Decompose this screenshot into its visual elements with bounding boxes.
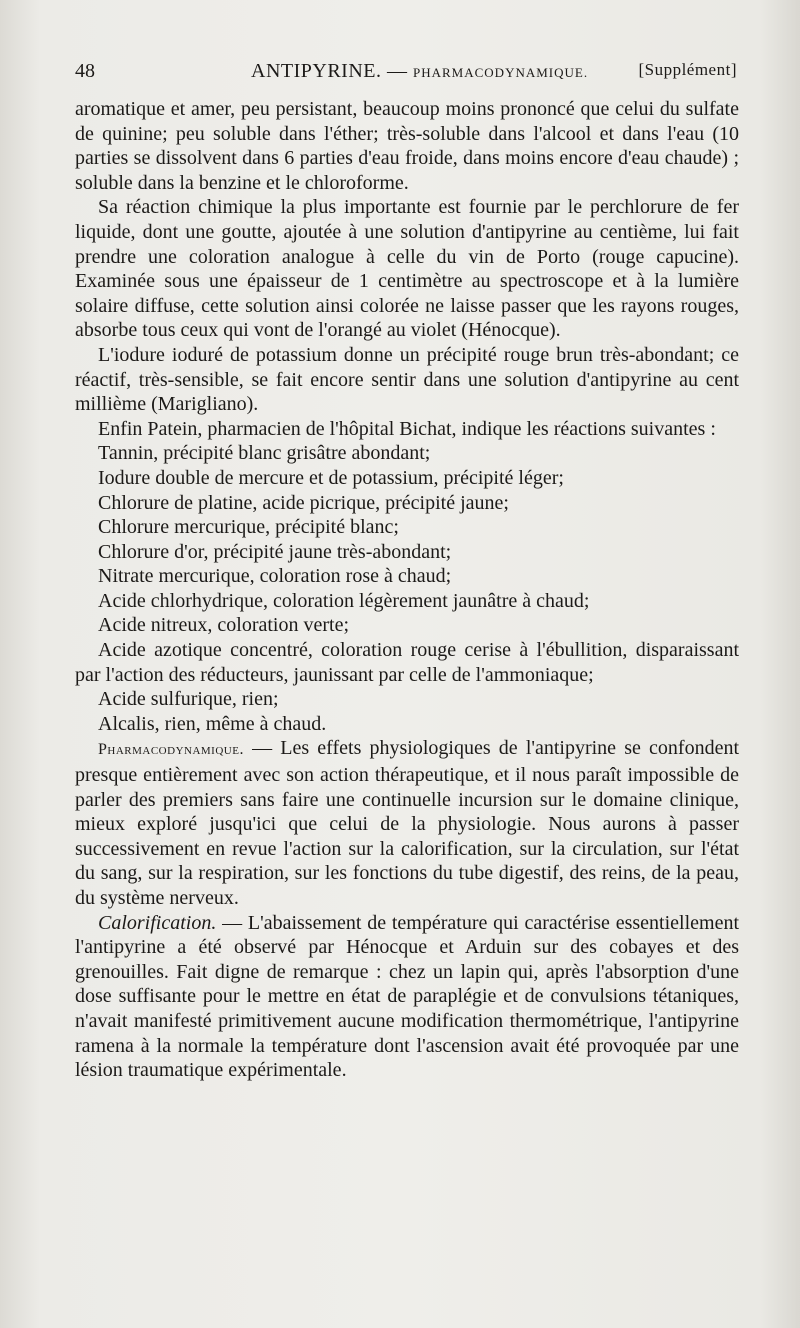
- reaction-item: Iodure double de mercure et de potassium, précipité léger;: [98, 466, 564, 489]
- reaction-item: Acide azotique concentré, coloration rouge cerise à l'ébullition, disparaissant par l'action des réducteurs, jaunissant par celle de l'ammoniaque;: [75, 639, 739, 686]
- calorification-paragraph: [75, 911, 739, 1083]
- page-number: 48: [75, 60, 95, 82]
- reaction-item: Tannin, précipité blanc grisâtre abondant;: [98, 442, 431, 465]
- pharmacodynamique-paragraph: [75, 736, 739, 910]
- reaction-item: Alcalis, rien, même à chaud.: [98, 712, 327, 735]
- reaction-item: Chlorure de platine, acide picrique, précipité jaune;: [98, 491, 509, 514]
- calorification-heading: Calorification.: [98, 911, 217, 934]
- reaction-item: Nitrate mercurique, coloration rose à chaud;: [98, 565, 452, 588]
- running-title: [251, 60, 588, 83]
- running-title-main: ANTIPYRINE. —: [251, 60, 413, 82]
- reaction-item: Acide sulfurique, rien;: [98, 688, 279, 711]
- reaction-item: Acide chlorhydrique, coloration légèrement jaunâtre à chaud;: [98, 589, 590, 612]
- pharmacodynamique-heading: Pharmacodynamique.: [98, 741, 244, 759]
- paragraph: Enfin Patein, pharmacien de l'hôpital Bichat, indique les réactions suivantes :: [98, 417, 716, 440]
- reaction-item: Chlorure mercurique, précipité blanc;: [98, 516, 399, 539]
- body-text: [75, 97, 739, 1083]
- running-title-sub: PHARMACODYNAMIQUE.: [413, 65, 589, 80]
- paragraph: aromatique et amer, peu persistant, beaucoup moins prononcé que celui du sulfate de quinine; peu soluble dans l'éther; très-soluble dans l'alcool et dans l'eau (10 parties se dissolvent dans 6 parties d'eau froide, dans moins encore d'eau chaude) ; soluble dans la benzine et le chloroforme.: [75, 98, 739, 194]
- paragraph: Sa réaction chimique la plus importante est fournie par le perchlorure de fer liquide, dont une goutte, ajoutée à une solution d'antipyrine au centième, lui fait prendre une coloration analogue à celle du vin de Porto (rouge capucine). Examinée sous une épaisseur de 1 centimètre au spectroscope et à la lumière solaire diffuse, cette solution ainsi colorée ne laisse passer que les rayons rouges, absorbe tous ceux qui vont de l'orangé au violet (Hénocque).: [75, 196, 739, 342]
- calorification-text: — L'abaissement de température qui caractérise essentiellement l'antipyrine a été observé par Hénocque et Arduin sur des cobayes et des grenouilles. Fait digne de remarque : chez un lapin qui, après l'absorption d'une dose suffisante pour le mettre en état de paraplégie et de convulsions tétaniques, n'avait manifesté primitivement aucune modification thermométrique, l'antipyrine ramena à la normale la température dont l'ascension avait été provoquée par une lésion traumatique expérimentale.: [75, 911, 739, 1082]
- paragraph: L'iodure ioduré de potassium donne un précipité rouge brun très-abondant; ce réactif, très-sensible, se fait encore sentir dans une solution d'antipyrine au cent millième (Marigliano).: [75, 343, 739, 416]
- reaction-item: Acide nitreux, coloration verte;: [98, 614, 350, 637]
- pharmacodynamique-text: — Les effets physiologiques de l'antipyrine se confondent presque entièrement avec son action thérapeutique, et il nous paraît impossible de parler des premiers sans faire une continuelle incursion sur le domaine clinique, mieux exploré jusqu'ici que celui de la physiologie. Nous aurons à passer successivement en revue l'action sur la calorification, sur la circulation, sur l'état du sang, sur la respiration, sur les fonctions du tube digestif, des reins, de la peau, du système nerveux.: [75, 737, 739, 909]
- running-header: [75, 60, 737, 88]
- section-label: [Supplément]: [638, 60, 737, 79]
- reaction-item: Chlorure d'or, précipité jaune très-abondant;: [98, 540, 452, 563]
